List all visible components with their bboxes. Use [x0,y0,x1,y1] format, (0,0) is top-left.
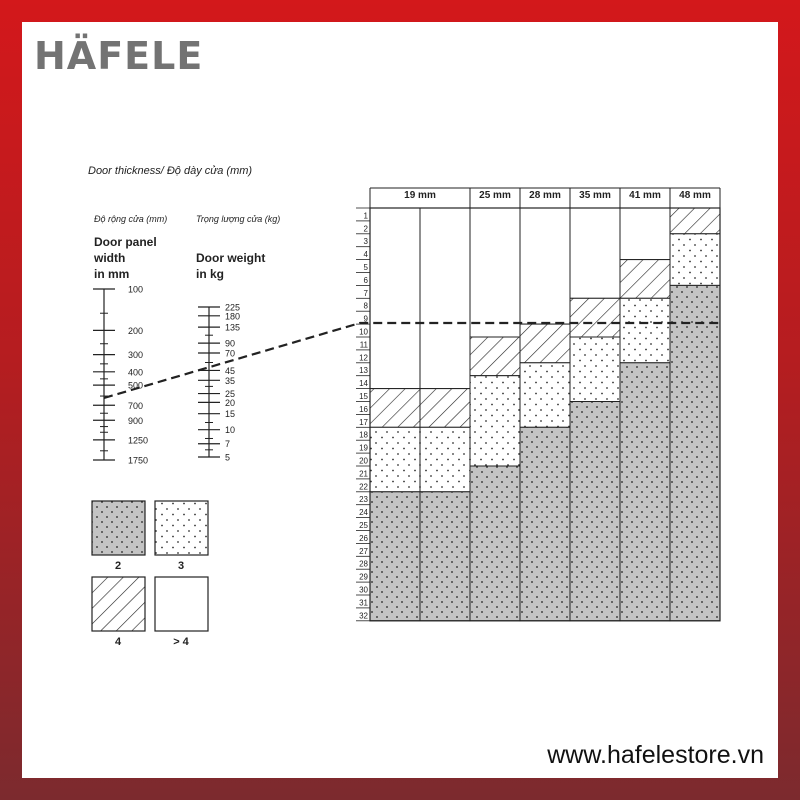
row-label: 9 [363,314,368,324]
row-label: 23 [359,495,368,505]
row-label: 29 [359,572,368,582]
legend-label: 3 [177,560,185,572]
row-label: 14 [359,379,368,389]
weight-axis-label-vi: Trọng lượng cửa (kg) [196,214,281,224]
zone-3-hinges [520,363,570,428]
weight-tick-label: 45 [225,365,236,376]
zone-3-hinges [570,337,620,402]
column-header: 19 mm [404,190,436,201]
legend-swatch [155,577,208,631]
width-tick-label: 400 [128,367,144,378]
zone-more-than-4 [520,208,570,324]
weight-tick-label: 7 [225,439,231,450]
legend-label: > 4 [173,636,189,648]
zone-2-hinges [520,427,570,621]
width-scale [93,285,148,466]
weight-tick-label: 35 [225,375,236,386]
weight-tick-label: 15 [225,409,236,420]
row-label: 7 [363,288,368,298]
row-label: 16 [359,404,368,414]
row-label: 17 [359,417,368,427]
row-label: 12 [359,353,368,363]
weight-tick-label: 90 [225,338,236,349]
row-label: 32 [359,611,368,621]
width-tick-label: 500 [128,380,144,391]
zone-2-hinges [470,466,520,621]
legend-swatch [92,501,145,555]
row-label: 10 [359,327,368,337]
row-label: 30 [359,585,368,595]
zone-2-hinges [670,285,720,620]
row-label: 22 [359,482,368,492]
website-url[interactable]: www.hafelestore.vn [547,741,764,769]
weight-tick-label: 20 [225,397,236,408]
width-tick-label: 300 [128,350,144,361]
weight-axis-label-line-2: in kg [196,267,225,281]
width-axis-label-line-1: Door panel [94,235,157,249]
zone-4-hinges [620,260,670,299]
zone-4-hinges [570,298,620,337]
legend-label: 2 [114,560,122,572]
zone-more-than-4 [620,208,670,260]
row-label: 19 [359,443,368,453]
row-label: 28 [359,559,368,569]
row-label: 24 [359,508,368,518]
legend-swatch [155,501,208,555]
weight-tick-label: 70 [225,348,236,359]
row-label: 4 [363,250,368,260]
legend-label: 4 [114,636,122,648]
width-tick-label: 200 [128,325,144,336]
weight-tick-label: 225 [225,302,241,313]
zone-3-hinges [670,234,720,286]
width-tick-label: 100 [128,284,144,295]
zone-3-hinges [470,376,520,466]
width-tick-label: 1250 [128,435,149,446]
column-header: 25 mm [479,190,511,201]
weight-tick-label: 10 [225,425,236,436]
width-axis-label-vi: Độ rộng cửa (mm) [94,214,168,224]
column-header: 41 mm [629,190,661,201]
row-label: 8 [363,301,368,311]
zone-more-than-4 [570,208,620,298]
width-tick-label: 1750 [128,455,149,466]
weight-scale [198,303,240,463]
zone-2-hinges [620,363,670,621]
weight-tick-label: 180 [225,311,241,322]
weight-tick-label: 135 [225,322,241,333]
row-label: 21 [359,469,368,479]
column-header: 35 mm [579,190,611,201]
width-tick-label: 700 [128,400,144,411]
weight-tick-label: 25 [225,389,236,400]
zone-2-hinges [570,402,620,621]
chart-title: Door thickness/ Độ dày cửa (mm) [88,165,253,177]
row-label: 25 [359,521,368,530]
row-label: 15 [359,392,368,401]
width-axis-label-line-2: width [94,251,126,265]
legend [92,501,208,648]
weight-axis-label-line-1: Door weight [196,251,266,265]
row-label: 18 [359,430,368,440]
row-label: 20 [359,456,368,466]
hinge-grid-table [356,188,720,621]
row-label: 31 [359,598,368,608]
width-axis-label-line-3: in mm [94,267,130,281]
legend-swatch [92,577,145,631]
zone-4-hinges [670,208,720,234]
zone-4-hinges [520,324,570,363]
row-label: 27 [359,546,368,556]
zone-3-hinges [620,298,670,363]
zone-more-than-4 [470,208,520,337]
row-label: 5 [363,263,368,272]
row-label: 13 [359,366,368,376]
row-label: 6 [363,275,368,285]
weight-tick-label: 5 [225,452,231,463]
column-header: 48 mm [679,190,711,201]
row-label: 1 [363,211,368,221]
zone-4-hinges [470,337,520,376]
column-header: 28 mm [529,190,561,201]
row-label: 26 [359,533,368,543]
width-tick-label: 900 [128,415,144,426]
row-label: 11 [359,340,368,350]
row-label: 3 [363,237,368,247]
hafele-logo: HÄFELE [34,34,204,78]
row-label: 2 [363,224,368,234]
